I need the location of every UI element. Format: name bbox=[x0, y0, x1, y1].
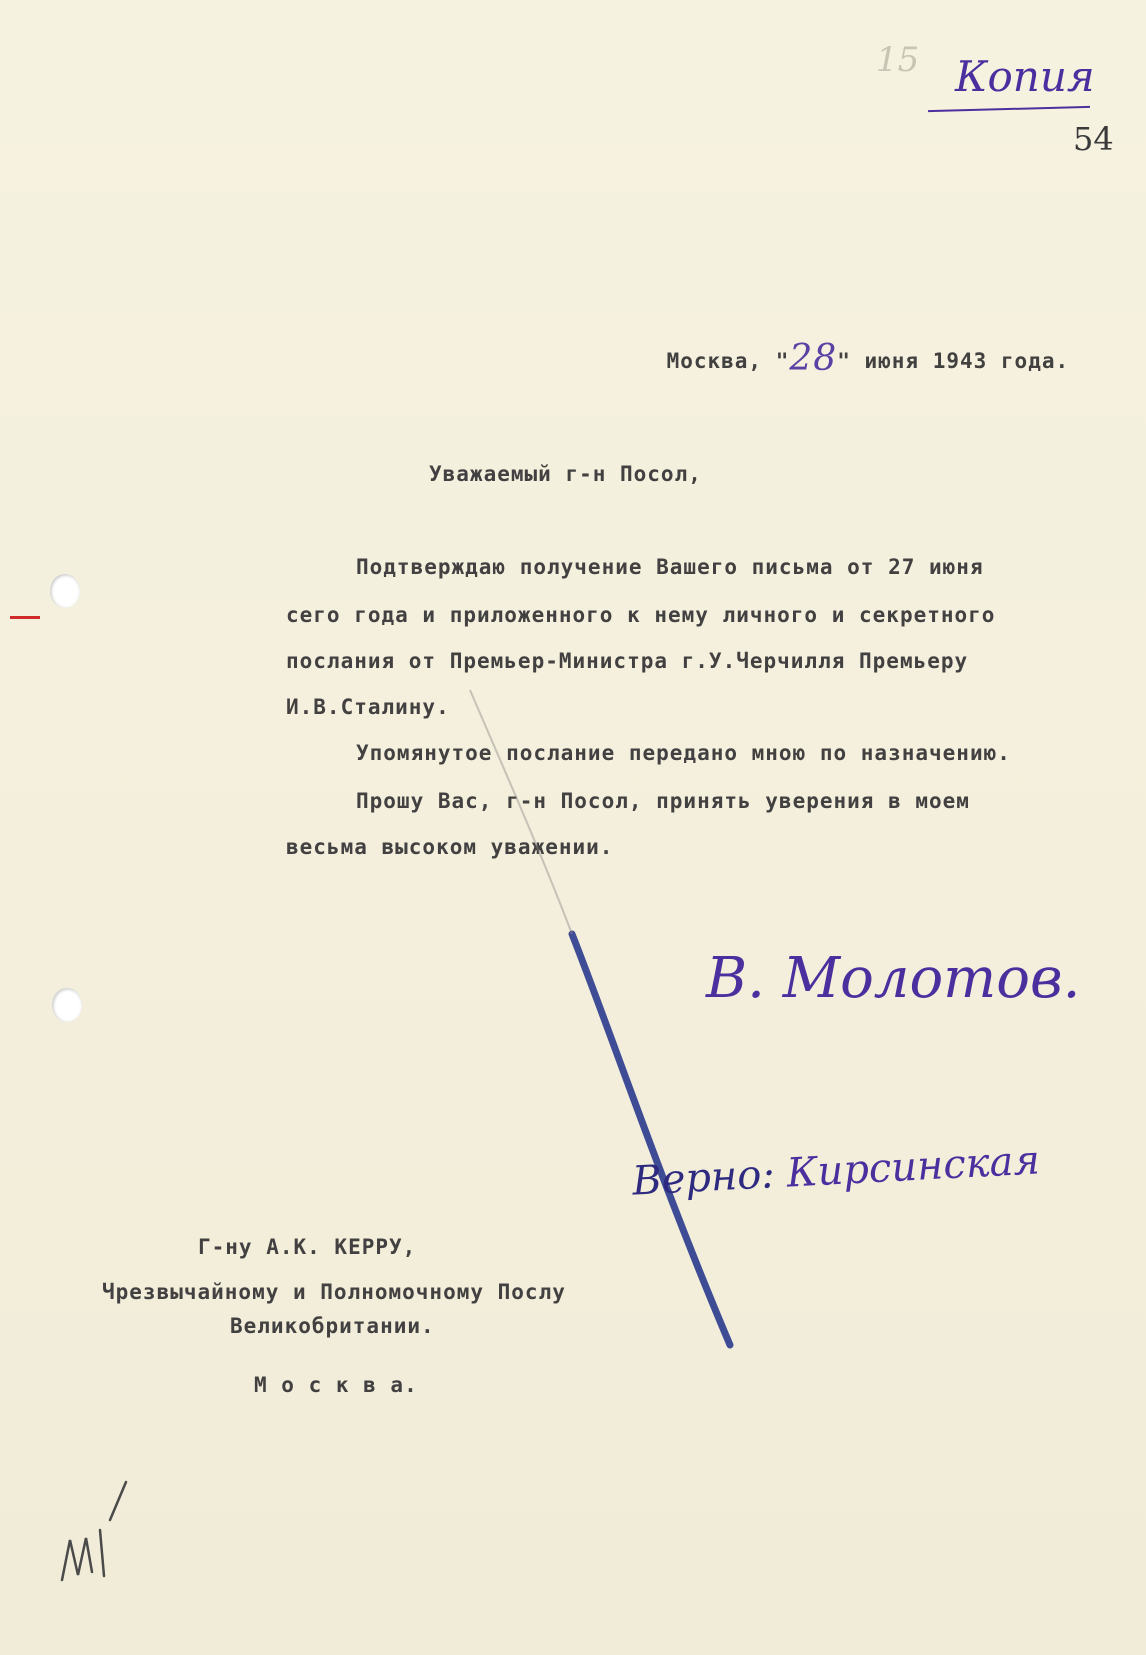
addressee-title: Чрезвычайному и Полномочному Послу bbox=[102, 1280, 566, 1304]
addressee-name: Г-ну А.К. КЕРРУ, bbox=[198, 1235, 417, 1259]
sheet-number: 54 bbox=[1073, 120, 1114, 158]
pencil-initials-scribble bbox=[40, 1480, 130, 1600]
addressee-city: М о с к в а. bbox=[254, 1373, 418, 1397]
date-suffix: " июня 1943 года. bbox=[837, 349, 1070, 373]
body-line: И.В.Сталину. bbox=[286, 695, 450, 719]
body-line: послания от Премьер-Министра г.У.Черчилля Премьеру bbox=[286, 649, 969, 673]
certification-label: Верно: bbox=[631, 1151, 776, 1205]
faint-pencil-number: 15 bbox=[876, 40, 920, 80]
addressee-country: Великобритании. bbox=[230, 1314, 435, 1338]
body-line: Прошу Вас, г-н Посол, принять уверения в моем bbox=[356, 789, 970, 813]
body-line: сего года и приложенного к нему личного и секретного bbox=[286, 603, 996, 627]
body-line: Подтверждаю получение Вашего письма от 27 июня bbox=[356, 555, 984, 579]
body-line: весьма высоком уважении. bbox=[286, 835, 614, 859]
date-prefix: Москва, " bbox=[666, 349, 790, 373]
body-line: Упомянутое послание передано мною по назначению. bbox=[356, 741, 1011, 765]
copy-mark: Копия bbox=[955, 52, 1095, 101]
date-day-handwritten: 28 bbox=[789, 338, 838, 379]
signature-molotov: В. Молотов. bbox=[706, 946, 1081, 1011]
certification-signature: Кирсинская bbox=[785, 1137, 1041, 1197]
salutation: Уважаемый г-н Посол, bbox=[429, 462, 702, 486]
